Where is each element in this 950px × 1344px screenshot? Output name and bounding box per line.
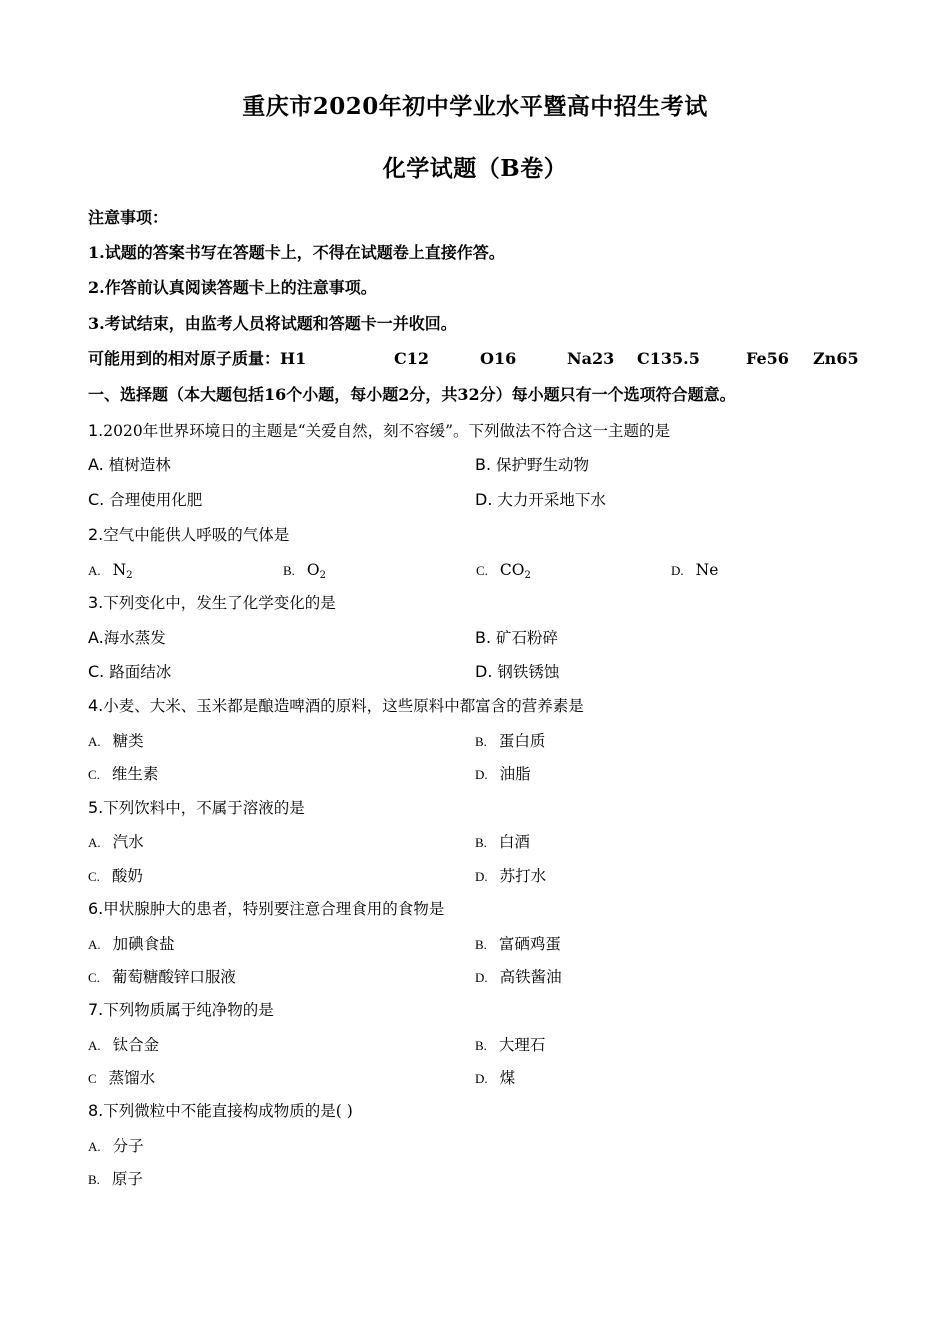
atomic-mass-value: C135.5 bbox=[637, 349, 700, 368]
question-text: 空气中能供人呼吸的气体是 bbox=[103, 526, 290, 544]
option-a: A. 汽水 bbox=[88, 833, 144, 851]
exam-title: 重庆市2020年初中学业水平暨高中招生考试 bbox=[242, 93, 708, 120]
option-d: D. 钢铁锈蚀 bbox=[475, 662, 560, 681]
option-c: C. 葡萄糖酸锌口服液 bbox=[88, 968, 236, 986]
atomic-mass-value: O16 bbox=[480, 349, 517, 368]
question-number: 6. bbox=[88, 899, 104, 918]
exam-subtitle: 化学试题（B卷） bbox=[382, 155, 568, 182]
option-b: B. 矿石粉碎 bbox=[475, 628, 559, 647]
option-c: C. 路面结冰 bbox=[88, 662, 172, 681]
option-a: A. 钛合金 bbox=[88, 1036, 160, 1054]
option-b: B. 大理石 bbox=[475, 1036, 546, 1054]
option-a: A.海水蒸发 bbox=[88, 628, 166, 647]
question-text: 下列饮料中，不属于溶液的是 bbox=[103, 799, 305, 817]
question-stem bbox=[88, 1100, 353, 1122]
question-stem bbox=[88, 524, 289, 546]
question-stem bbox=[88, 999, 274, 1021]
option-c: C. 酸奶 bbox=[88, 867, 143, 885]
option-a: A. 糖类 bbox=[88, 732, 144, 750]
option-b: B. 保护野生动物 bbox=[475, 455, 590, 474]
section-heading: 一、选择题（本大题包括16个小题，每小题2分，共32分）每小题只有一个选项符合题意。 bbox=[88, 385, 736, 404]
option-c: C. 维生素 bbox=[88, 765, 159, 783]
question-number: 7. bbox=[88, 1000, 104, 1019]
question-text: 小麦、大米、玉米都是酿造啤酒的原料，这些原料中都富含的营养素是 bbox=[103, 697, 584, 715]
question-number: 5. bbox=[88, 798, 104, 817]
option-b: B. 富硒鸡蛋 bbox=[475, 935, 561, 953]
question-number: 4. bbox=[88, 696, 104, 715]
question-stem bbox=[88, 695, 584, 717]
question-stem bbox=[88, 592, 336, 614]
atomic-mass-value: Na23 bbox=[567, 349, 615, 368]
option-d: D. 大力开采地下水 bbox=[475, 490, 606, 509]
question-text: 下列物质属于纯净物的是 bbox=[103, 1001, 274, 1019]
option-b: B. 蛋白质 bbox=[475, 732, 546, 750]
atomic-mass-value: C12 bbox=[394, 349, 429, 368]
atomic-mass-value: Zn65 bbox=[813, 349, 859, 368]
option-a: A. 植树造林 bbox=[88, 455, 171, 474]
option-d: D. 煤 bbox=[475, 1069, 516, 1087]
option-a: A. 加碘食盐 bbox=[88, 935, 175, 953]
notice-item: 3.考试结束，由监考人员将试题和答题卡一并收回。 bbox=[88, 314, 457, 333]
option-a: A. 分子 bbox=[88, 1137, 144, 1155]
notice-heading: 注意事项： bbox=[88, 208, 169, 227]
notice-item: 1.试题的答案书写在答题卡上，不得在试题卷上直接作答。 bbox=[88, 243, 505, 262]
question-text: 下列微粒中不能直接构成物质的是( ) bbox=[103, 1102, 353, 1120]
option-b: B. 白酒 bbox=[475, 833, 530, 851]
question-number: 1. bbox=[88, 421, 104, 440]
option-b: B. $O_2$ bbox=[283, 561, 327, 581]
atomic-mass-value: Fe56 bbox=[746, 349, 789, 368]
question-stem bbox=[88, 797, 305, 819]
question-text: 下列变化中，发生了化学变化的是 bbox=[103, 594, 336, 612]
question-text: 甲状腺肿大的患者，特别要注意合理食用的食物是 bbox=[103, 900, 445, 918]
option-d: D. 苏打水 bbox=[475, 867, 547, 885]
option-b: B. 原子 bbox=[88, 1170, 143, 1188]
option-d: D. Ne bbox=[671, 561, 719, 579]
question-number: 2. bbox=[88, 525, 104, 544]
question-number: 3. bbox=[88, 593, 104, 612]
atomic-mass-label: 可能用到的相对原子质量：H1 bbox=[88, 349, 307, 368]
question-stem bbox=[88, 898, 444, 920]
option-c: C. 合理使用化肥 bbox=[88, 490, 203, 509]
option-d: D. 油脂 bbox=[475, 765, 531, 783]
question-stem bbox=[88, 420, 670, 442]
notice-item: 2.作答前认真阅读答题卡上的注意事项。 bbox=[88, 278, 377, 297]
question-text: 2020年世界环境日的主题是“关爱自然，刻不容缓”。下列做法不符合这一主题的是 bbox=[103, 422, 671, 440]
option-a: A. $N_2$ bbox=[88, 561, 133, 581]
option-c: C 蒸馏水 bbox=[88, 1069, 156, 1087]
option-c: C. $CO_2$ bbox=[476, 561, 531, 581]
option-d: D. 高铁酱油 bbox=[475, 968, 562, 986]
question-number: 8. bbox=[88, 1101, 104, 1120]
